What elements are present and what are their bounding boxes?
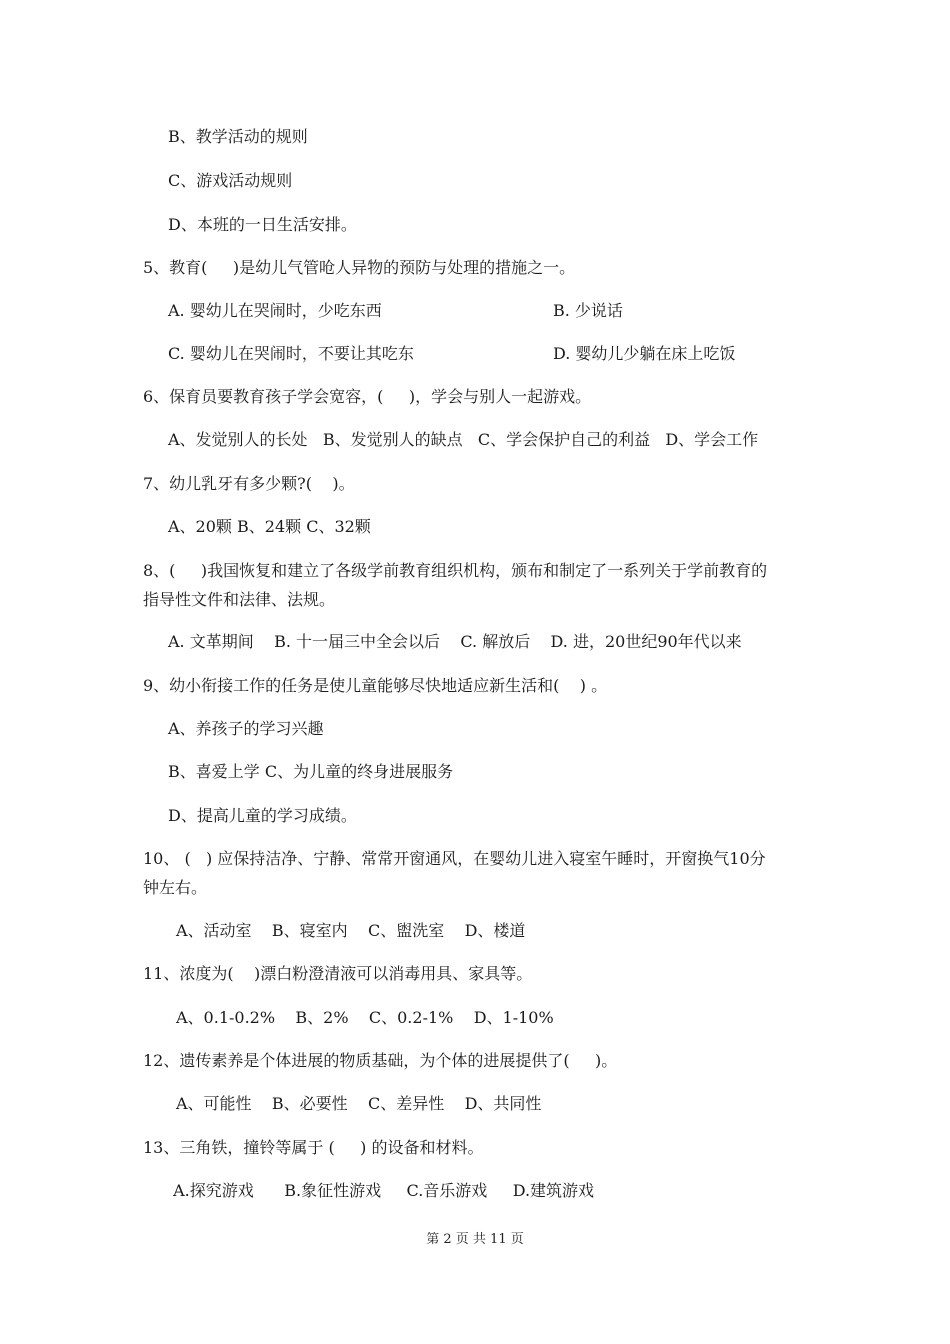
question-9: 9、幼小衔接工作的任务是使儿童能够尽快地适应新生活和( ) 。 <box>143 676 608 695</box>
question-5: 5、教育( )是幼儿气管呛人异物的预防与处理的措施之一。 <box>143 258 576 277</box>
page-footer: 第 2 页 共 11 页 <box>426 1232 524 1247</box>
question-10: 10、 ( ) 应保持洁净、宁静、常常开窗通风，在婴幼儿进入寝室午睡时，开窗换气10分 <box>143 849 766 868</box>
question-7: 7、幼儿乳牙有多少颗?( )。 <box>143 474 355 493</box>
option-line: C、游戏活动规则 <box>168 171 293 190</box>
question-5-option-d: D. 婴幼儿少躺在床上吃饭 <box>553 344 736 363</box>
question-12-options: A、可能性 B、必要性 C、差异性 D、共同性 <box>176 1094 542 1113</box>
question-5-option-c: C. 婴幼儿在哭闹时，不要让其吃东 <box>168 344 414 363</box>
question-8-options: A. 文革期间 B. 十一届三中全会以后 C. 解放后 D. 进，20世纪90年代以来 <box>168 632 742 651</box>
question-13: 13、三角铁，撞铃等属于 ( ) 的设备和材料。 <box>143 1138 484 1157</box>
question-6-options: A、发觉别人的长处 B、发觉别人的缺点 C、学会保护自己的利益 D、学会工作 <box>168 430 759 449</box>
question-8-continued: 指导性文件和法律、法规。 <box>143 590 336 609</box>
question-9-option-d: D、提高儿童的学习成绩。 <box>168 806 357 825</box>
question-7-options: A、20颗 B、24颗 C、32颗 <box>168 517 371 536</box>
question-11: 11、浓度为( )漂白粉澄清液可以消毒用具、家具等。 <box>143 964 533 983</box>
question-9-option-a: A、养孩子的学习兴趣 <box>168 719 324 738</box>
question-10-continued: 钟左右。 <box>143 878 208 897</box>
question-5-option-b: B. 少说话 <box>553 301 623 320</box>
question-5-option-a: A. 婴幼儿在哭闹时，少吃东西 <box>168 301 382 320</box>
option-line: B、教学活动的规则 <box>168 127 308 146</box>
question-12: 12、遗传素养是个体进展的物质基础，为个体的进展提供了( )。 <box>143 1051 618 1070</box>
question-9-option-bc: B、喜爱上学 C、为儿童的终身进展服务 <box>168 762 454 781</box>
question-13-options: A.探究游戏 B.象征性游戏 C.音乐游戏 D.建筑游戏 <box>168 1181 595 1200</box>
option-line: D、本班的一日生活安排。 <box>168 215 357 234</box>
question-6: 6、保育员要教育孩子学会宽容，( )，学会与别人一起游戏。 <box>143 387 592 406</box>
question-11-options: A、0.1-0.2% B、2% C、0.2-1% D、1-10% <box>176 1008 554 1027</box>
question-10-options: A、活动室 B、寝室内 C、盥洗室 D、楼道 <box>176 921 526 940</box>
question-8: 8、( )我国恢复和建立了各级学前教育组织机构，颁布和制定了一系列关于学前教育的 <box>143 561 768 580</box>
